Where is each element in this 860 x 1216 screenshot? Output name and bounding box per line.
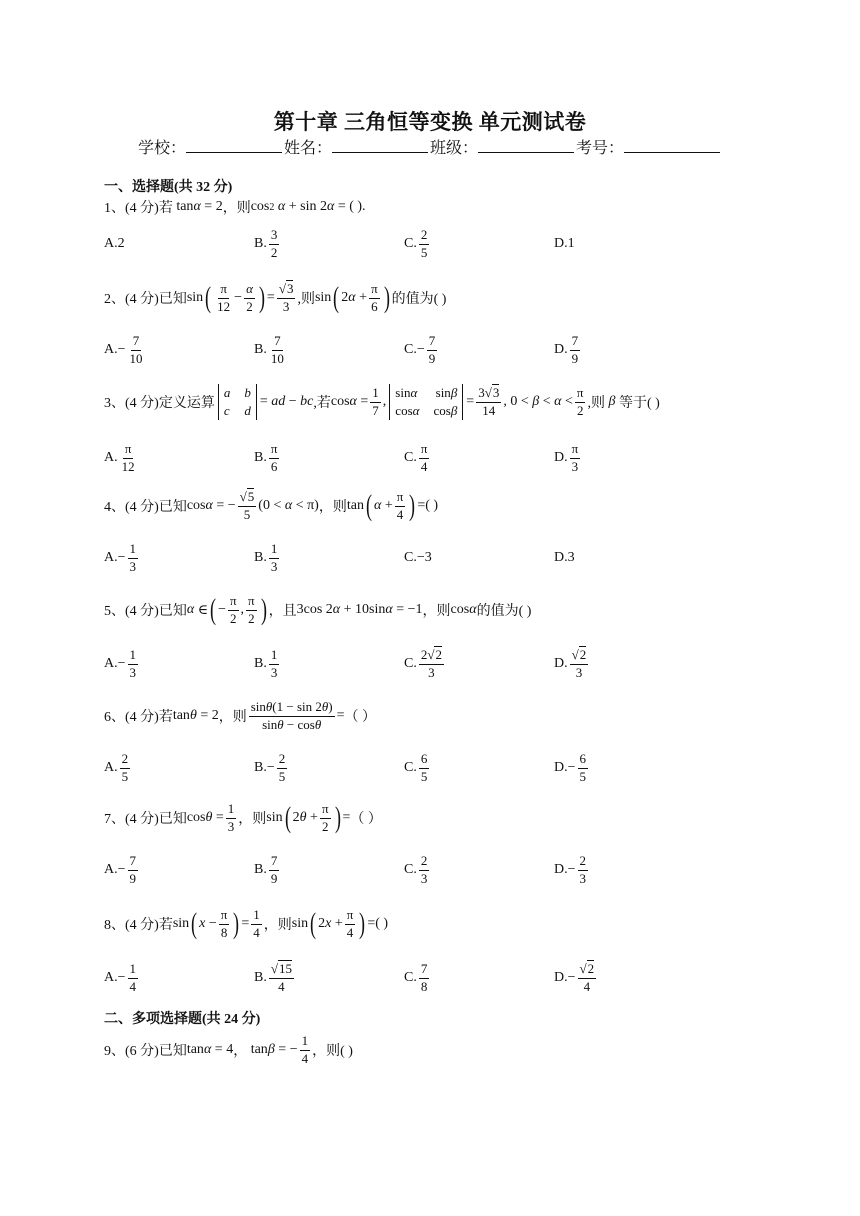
question-9: 9、(6 分)已知 tan α = 4 ， tan β = − $\frac{1}{4}$ ，则( ) [104, 1033, 353, 1066]
option-b[interactable]: B. $\frac{1}{3}$ [254, 541, 278, 574]
option-d[interactable]: D. − $\frac{√2}{4}$ [554, 961, 595, 994]
school-blank[interactable] [186, 138, 282, 153]
student-info-line [0, 135, 860, 158]
option-a[interactable]: A. − $\frac{7}{10}$ [104, 333, 143, 366]
question-6: 6、(4 分)若 tan θ = 2 ，则 $\frac{\sin\theta(1 - \sin 2\theta)}{\sin\theta - \cos\theta}$ = （ ） [104, 699, 377, 732]
option-d[interactable]: D. $\frac{√2}{3}$ [554, 647, 587, 680]
option-c[interactable]: C. $\frac{2√2}{3}$ [404, 647, 442, 680]
question-8: 8、(4 分)若 sin ( x − $\frac{\pi}{8}$ ) = $\frac{1}{4}$ ，则 sin ( 2 x + $\frac{\pi}{4}$ ) = ( ) [104, 907, 389, 940]
option-d[interactable]: D.3 [554, 550, 575, 565]
option-c[interactable]: C. $\frac{6}{5}$ [404, 751, 428, 784]
option-b[interactable]: B. $\frac{√15}{4}$ [254, 961, 292, 994]
question-3: 3、(4 分)定义运算 a b c d = ad − bc ,若 cos α = $\frac{1}{7}$ , sinα sinβ cosα cosβ = $\frac{3√3}{14}$ , 0 < β < α < $\frac{\pi}{2}$ ,则 β 等于( ) [104, 385, 660, 418]
number-blank[interactable] [624, 138, 720, 153]
class-label: 班级： [430, 140, 479, 157]
section-single-choice: 一、选择题(共 32 分) [104, 180, 233, 195]
class-blank[interactable] [478, 138, 574, 153]
option-c[interactable]: C. $\frac{2}{3}$ [404, 853, 428, 886]
question-8-options [104, 958, 764, 998]
question-4-options [104, 538, 764, 578]
option-d[interactable]: D. − $\frac{2}{3}$ [554, 853, 587, 886]
name-label: 姓名： [283, 140, 332, 157]
option-a[interactable]: A. − $\frac{7}{9}$ [104, 853, 137, 886]
option-d[interactable]: D. $\frac{\pi}{3}$ [554, 441, 579, 474]
section-multiple-choice: 二、多项选择题(共 24 分) [104, 1012, 261, 1027]
option-b[interactable]: B. $\frac{7}{9}$ [254, 853, 278, 886]
question-2-options [104, 330, 764, 370]
option-a[interactable]: A. − $\frac{1}{4}$ [104, 961, 137, 994]
option-d[interactable]: D.1 [554, 236, 575, 251]
option-a[interactable]: A. − $\frac{1}{3}$ [104, 647, 137, 680]
name-blank[interactable] [332, 138, 428, 153]
option-a[interactable]: A. $\frac{\pi}{12}$ [104, 441, 135, 474]
question-5-options [104, 644, 764, 684]
option-b[interactable]: B. − $\frac{2}{5}$ [254, 751, 286, 784]
question-5: 5、(4 分)已知 α ∈ ( − $\frac{\pi}{2}$ , $\frac{\pi}{2}$ ) ，且 3cos 2 α + 10sin α = −1 ，则 cos α 的值为( ) [104, 593, 532, 626]
question-7: 7、(4 分)已知 cos θ = $\frac{1}{3}$ ，则 sin ( 2 θ + $\frac{\pi}{2}$ ) = （ ） [104, 801, 382, 834]
option-a[interactable]: A.2 [104, 236, 125, 251]
option-c[interactable]: C.−3 [404, 550, 432, 565]
question-4: 4、(4 分)已知 cos α = − $\frac{√5}{5}$ (0 < α < π) ，则 tan ( α + $\frac{\pi}{4}$ ) = ( ) [104, 489, 439, 522]
option-b[interactable]: B. $\frac{7}{10}$ [254, 333, 284, 366]
option-c[interactable]: C. − $\frac{7}{9}$ [404, 333, 436, 366]
option-a[interactable]: A. $\frac{2}{5}$ [104, 751, 129, 784]
page-title: 第十章 三角恒等变换 单元测试卷 [273, 110, 587, 134]
question-3-options [104, 438, 764, 478]
question-6-options [104, 748, 764, 788]
school-label: 学校： [137, 140, 186, 157]
option-d[interactable]: D. $\frac{7}{9}$ [554, 333, 579, 366]
option-c[interactable]: C. $\frac{2}{5}$ [404, 227, 428, 260]
question-7-options [104, 850, 764, 890]
question-1-options [104, 224, 764, 264]
option-d[interactable]: D. − $\frac{6}{5}$ [554, 751, 587, 784]
option-b[interactable]: B. $\frac{1}{3}$ [254, 647, 278, 680]
option-b[interactable]: B. $\frac{\pi}{6}$ [254, 441, 278, 474]
option-c[interactable]: C. $\frac{\pi}{4}$ [404, 441, 428, 474]
question-2: 2、(4 分)已知 sin ( $\frac{\pi}{12}$ − $\frac{\alpha}{2}$ ) = $\frac{√3}{3}$ ,则 sin ( 2 α + $\frac{\pi}{6}$ ) 的值为( ) [104, 281, 447, 314]
question-1: 1、(4 分)若 tan α = 2 ，则 cos 2 α + sin 2 α = ( ). [104, 199, 366, 216]
option-b[interactable]: B. $\frac{3}{2}$ [254, 227, 278, 260]
option-a[interactable]: A. − $\frac{1}{3}$ [104, 541, 137, 574]
option-c[interactable]: C. $\frac{7}{8}$ [404, 961, 428, 994]
number-label: 考号： [576, 140, 625, 157]
